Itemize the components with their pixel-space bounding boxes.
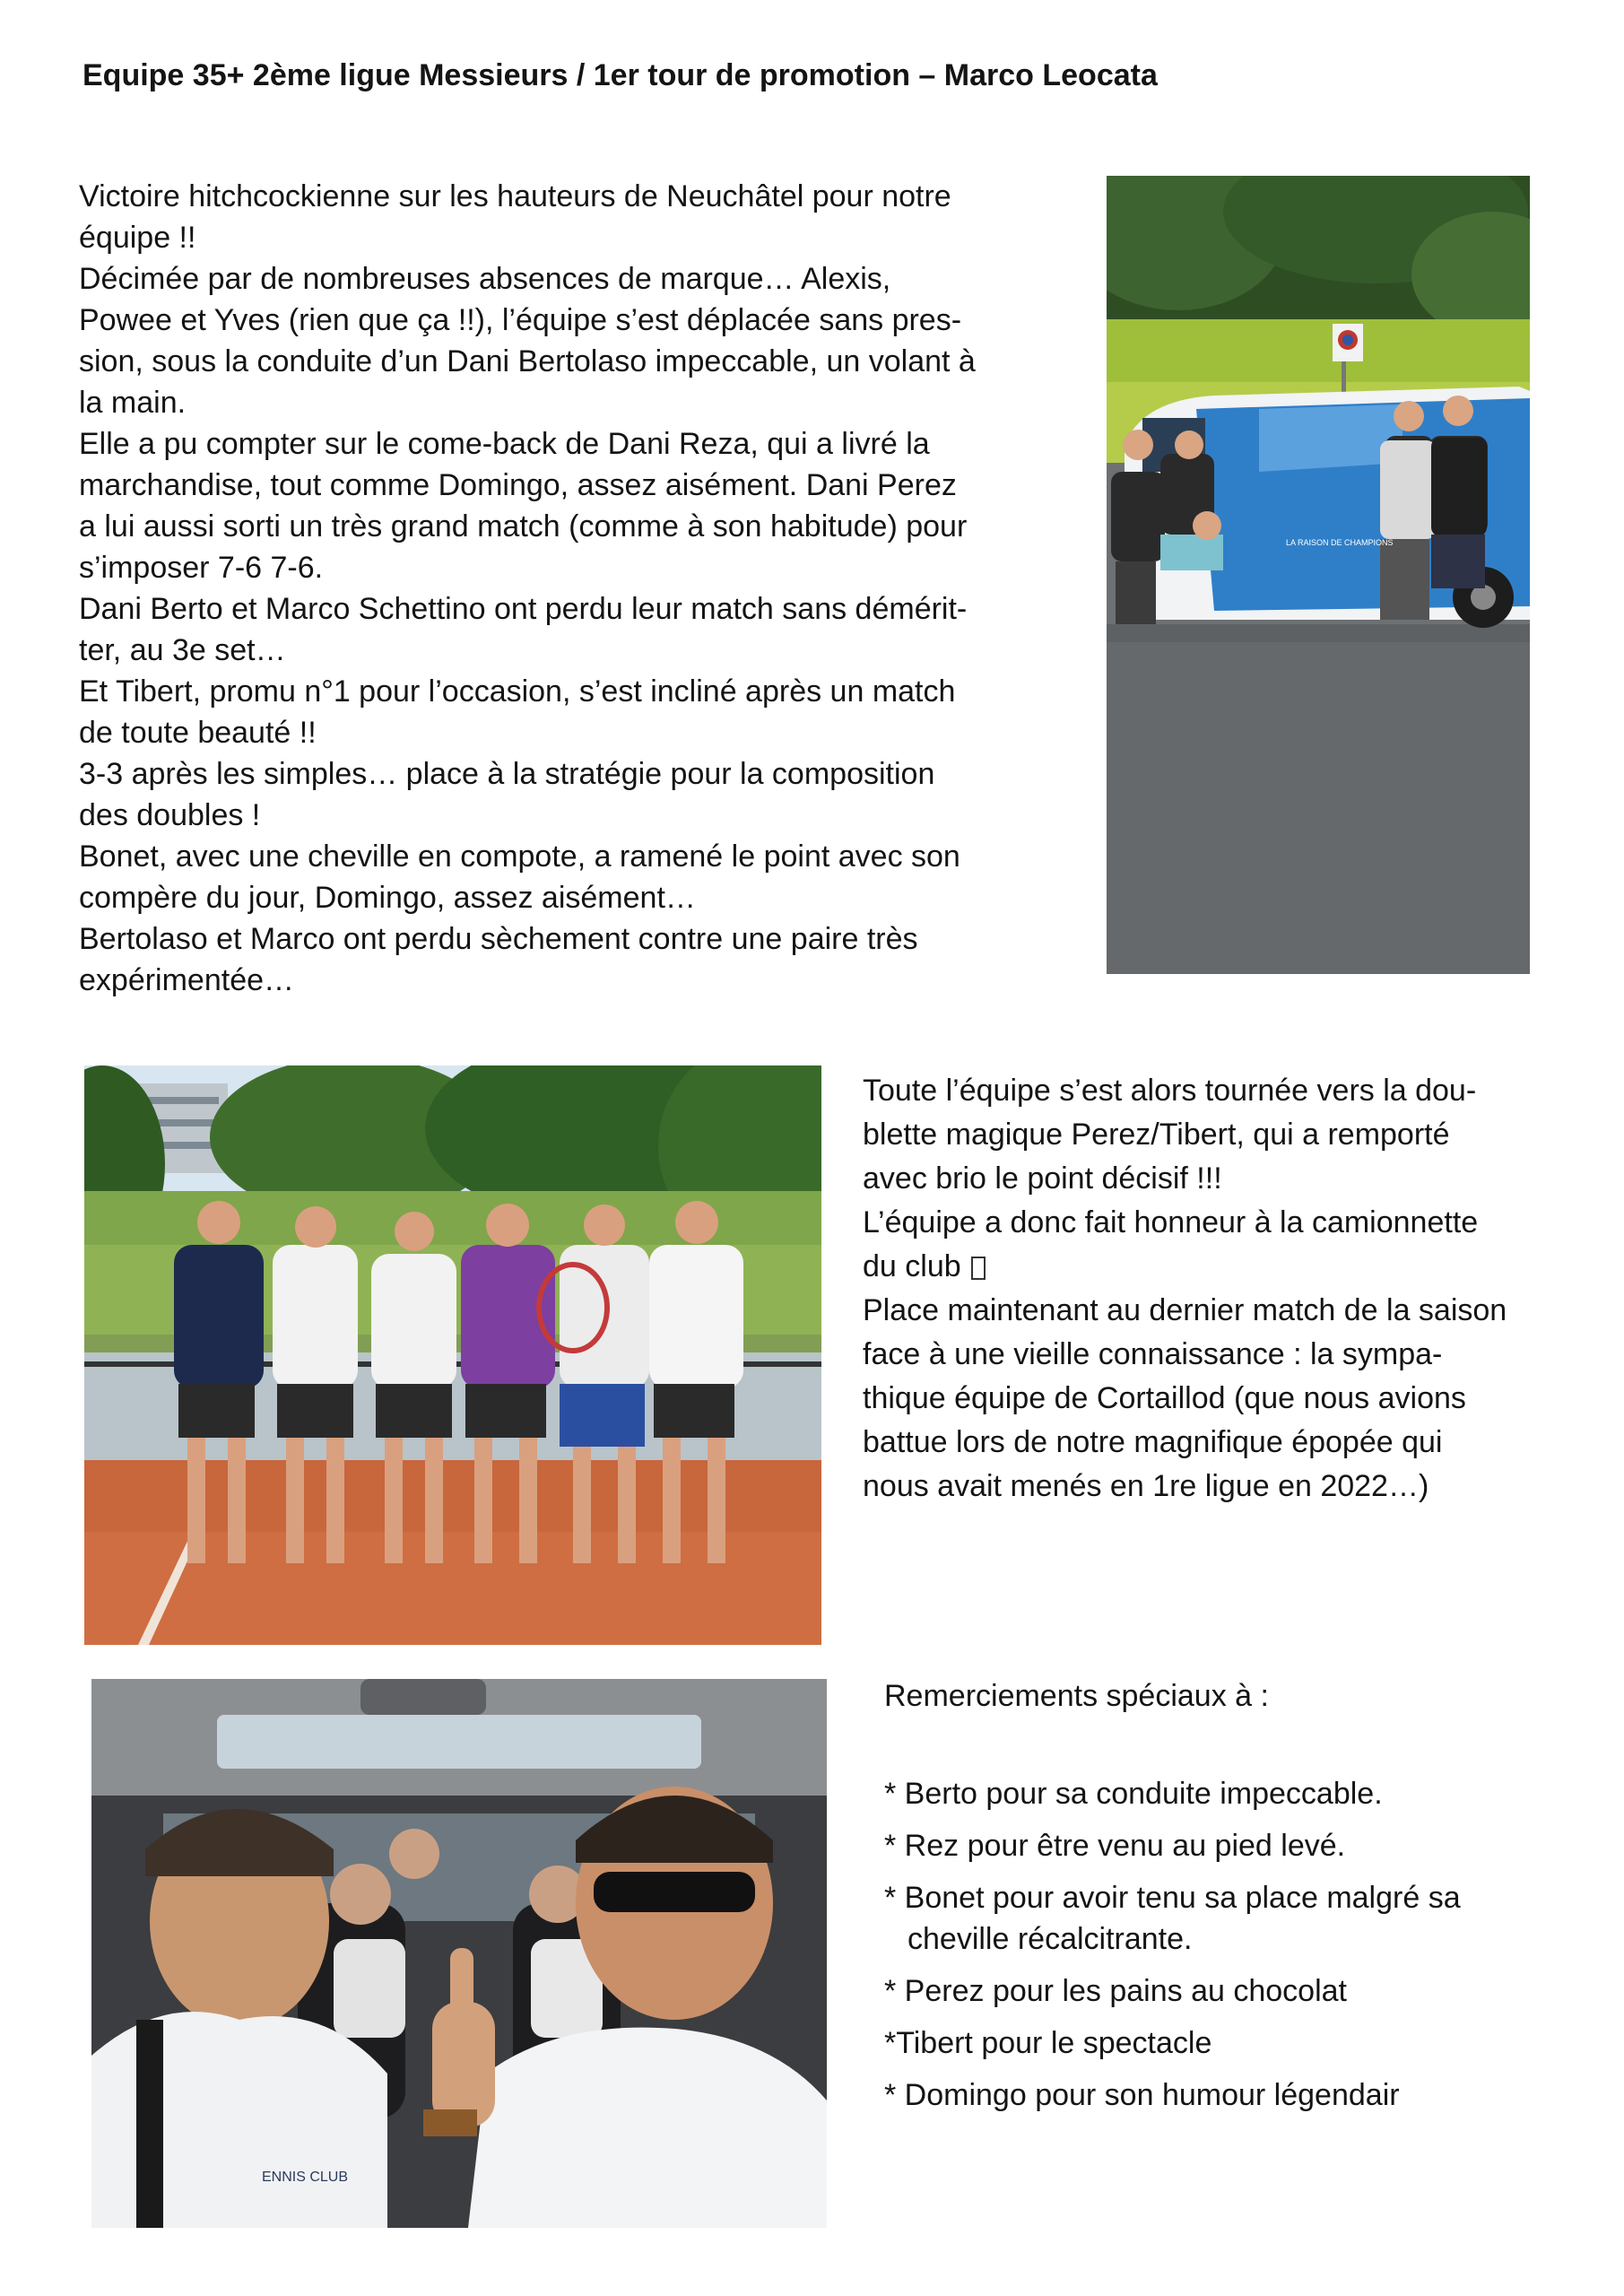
intro-line: Victoire hitchcockienne sur les hauteurs de Neuchâtel pour notre <box>79 179 951 213</box>
intro-line: compère du jour, Domingo, assez aisément… <box>79 881 696 915</box>
thanks-item-line: cheville récalcitrante. <box>908 1922 1193 1956</box>
photo-car-selfie-image <box>91 1679 827 2228</box>
thanks-section <box>884 1675 1566 2126</box>
intro-line: Et Tibert, promu n°1 pour l’occasion, s’est incliné après un match <box>79 674 956 709</box>
thanks-item <box>884 1825 1566 1866</box>
intro-line: Dani Berto et Marco Schettino ont perdu leur match sans démérit- <box>79 592 968 626</box>
intro-line: ter, au 3e set… <box>79 633 286 667</box>
middle-line: Toute l’équipe s’est alors tournée vers la dou- <box>863 1074 1477 1108</box>
middle-line: blette magique Perez/Tibert, qui a remporté <box>863 1118 1450 1152</box>
thanks-item-line: * Bonet pour avoir tenu sa place malgré sa <box>884 1881 1461 1915</box>
thanks-item-line: * Rez pour être venu au pied levé. <box>884 1829 1346 1863</box>
middle-line: Place maintenant au dernier match de la saison <box>863 1293 1507 1327</box>
intro-line: Bertolaso et Marco ont perdu sèchement contre une paire très <box>79 922 918 956</box>
thanks-item <box>884 1970 1566 2012</box>
middle-line <box>863 1245 1580 1289</box>
missing-glyph-icon <box>971 1257 986 1280</box>
thanks-heading: Remerciements spéciaux à : <box>884 1679 1269 1713</box>
middle-line: L’équipe a donc fait honneur à la camionnette <box>863 1205 1479 1239</box>
thanks-item-line: * Perez pour les pains au chocolat <box>884 1974 1347 2008</box>
photo-team-van-image <box>1107 176 1530 974</box>
intro-line: de toute beauté !! <box>79 716 317 750</box>
thanks-item-line: * Domingo pour son humour légendair <box>884 2078 1400 2112</box>
intro-line: Bonet, avec une cheville en compote, a ramené le point avec son <box>79 839 960 874</box>
thanks-item <box>884 1773 1566 1814</box>
van-decal-text: LA RAISON DE CHAMPIONS <box>1286 538 1394 547</box>
intro-text <box>79 176 1065 1001</box>
middle-line-text: du club <box>863 1249 970 1283</box>
middle-line: thique équipe de Cortaillod (que nous avions <box>863 1381 1466 1415</box>
middle-text <box>863 1069 1580 1509</box>
intro-line: Décimée par de nombreuses absences de marque… Alexis, <box>79 262 891 296</box>
photo-team-court <box>84 1065 821 1645</box>
intro-line: s’imposer 7-6 7-6. <box>79 551 324 585</box>
intro-line: Powee et Yves (rien que ça !!), l’équipe s’est déplacée sans pres- <box>79 303 962 337</box>
page-title: Equipe 35+ 2ème ligue Messieurs / 1er tour de promotion – Marco Leocata <box>83 58 1158 92</box>
photo-team-van <box>1107 176 1530 974</box>
intro-line: 3-3 après les simples… place à la stratégie pour la composition <box>79 757 935 791</box>
thanks-item <box>884 2074 1566 2116</box>
thanks-item <box>884 1877 1566 1960</box>
intro-line: marchandise, tout comme Domingo, assez aisément. Dani Perez <box>79 468 957 502</box>
intro-line: sion, sous la conduite d’un Dani Bertolaso impeccable, un volant à <box>79 344 976 378</box>
intro-line: équipe !! <box>79 221 196 255</box>
photo-car-selfie <box>91 1679 827 2228</box>
intro-line: a lui aussi sorti un très grand match (comme à son habitude) pour <box>79 509 968 544</box>
thanks-item-line: *Tibert pour le spectacle <box>884 2026 1212 2060</box>
intro-line: la main. <box>79 386 187 420</box>
middle-line: face à une vieille connaissance : la sympa- <box>863 1337 1443 1371</box>
intro-line: Elle a pu compter sur le come-back de Dani Reza, qui a livré la <box>79 427 930 461</box>
photo-team-court-image <box>84 1065 821 1645</box>
jacket-logo-text: ENNIS CLUB <box>262 2170 349 2185</box>
thanks-item <box>884 2022 1566 2064</box>
intro-line: des doubles ! <box>79 798 261 832</box>
middle-line: avec brio le point décisif !!! <box>863 1161 1222 1196</box>
middle-line: battue lors de notre magnifique épopée qui <box>863 1425 1443 1459</box>
middle-line: nous avait menés en 1re ligue en 2022…) <box>863 1469 1429 1503</box>
intro-line: expérimentée… <box>79 963 295 997</box>
thanks-item-line: * Berto pour sa conduite impeccable. <box>884 1777 1383 1811</box>
